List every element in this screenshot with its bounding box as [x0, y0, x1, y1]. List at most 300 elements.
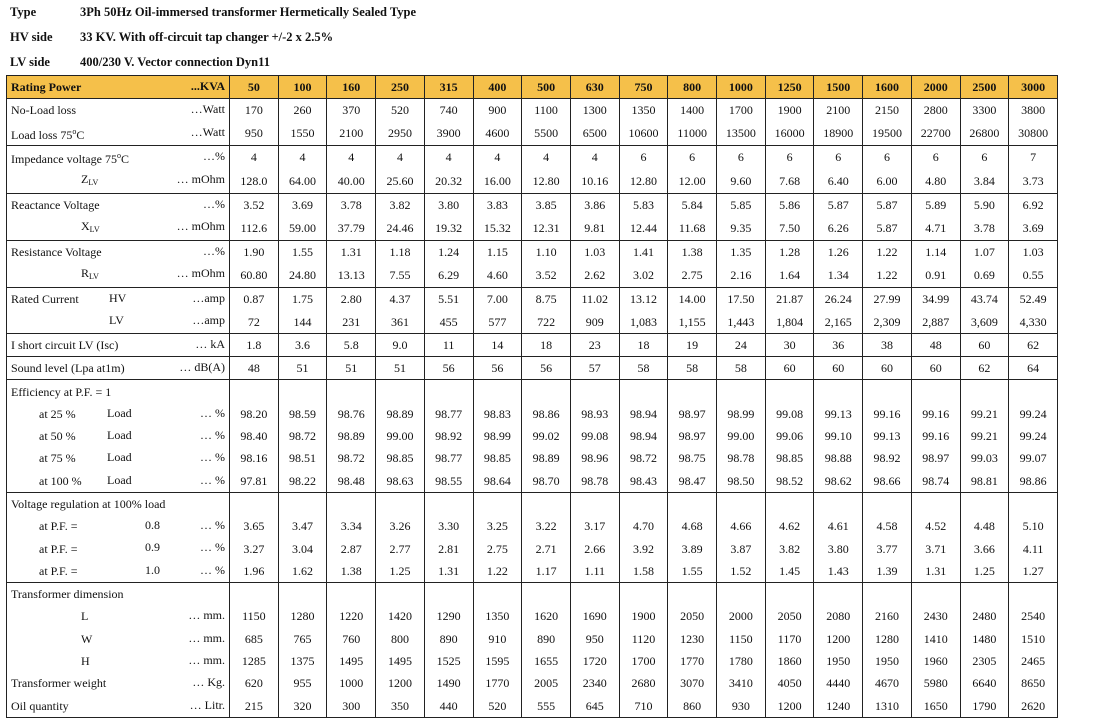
value-cell: 15.32: [473, 216, 522, 241]
value-cell: 5.86: [765, 193, 814, 216]
value-cell: 3900: [424, 122, 473, 146]
value-cell: 12.44: [619, 216, 668, 241]
kva-rating-cell: 3000: [1009, 76, 1058, 99]
value-cell: 98.16: [230, 447, 279, 469]
value-cell: 20.32: [424, 169, 473, 194]
rating-power-header-row: [7, 76, 1058, 99]
value-cell: 1.8: [230, 333, 279, 356]
value-cell: 2.87: [327, 537, 376, 559]
value-cell: 520: [473, 695, 522, 718]
value-cell: 1.25: [960, 560, 1009, 583]
value-cell: 5.90: [960, 193, 1009, 216]
value-cell: 1.24: [424, 240, 473, 263]
value-cell: 3,609: [960, 310, 1009, 333]
value-cell: 2050: [668, 605, 717, 627]
value-cell: 112.6: [230, 216, 279, 241]
value-cell: 1.52: [717, 560, 766, 583]
empty-cell: [911, 583, 960, 606]
row-label-cell: [7, 583, 230, 606]
value-cell: 3.83: [473, 193, 522, 216]
value-cell: 2100: [327, 122, 376, 146]
value-cell: 2.62: [570, 263, 619, 288]
row-label: I short circuit LV (Isc): [11, 337, 119, 352]
spec-header: [10, 0, 710, 75]
kva-rating-cell: 315: [424, 76, 473, 99]
value-cell: 12.00: [668, 169, 717, 194]
value-cell: 99.21: [960, 403, 1009, 425]
empty-cell: [570, 380, 619, 403]
value-cell: 2540: [1009, 605, 1058, 627]
empty-cell: [717, 583, 766, 606]
value-cell: 128.0: [230, 169, 279, 194]
value-cell: 1960: [911, 650, 960, 672]
value-cell: 1280: [863, 628, 912, 650]
value-cell: 98.75: [668, 447, 717, 469]
row-label-cell: [7, 333, 230, 356]
value-cell: 2800: [911, 99, 960, 122]
row-mid-label: Load: [107, 450, 132, 465]
spec-row: [7, 560, 1058, 583]
value-cell: 99.13: [863, 425, 912, 447]
value-cell: 3.71: [911, 537, 960, 559]
value-cell: 3.85: [522, 193, 571, 216]
row-unit: …amp: [192, 313, 225, 328]
value-cell: 52.49: [1009, 288, 1058, 311]
value-cell: 6: [668, 145, 717, 169]
value-cell: 3.22: [522, 515, 571, 537]
value-cell: 98.59: [278, 403, 327, 425]
value-cell: 99.00: [376, 425, 425, 447]
value-cell: 99.08: [570, 425, 619, 447]
value-cell: 1.62: [278, 560, 327, 583]
empty-cell: [863, 583, 912, 606]
value-cell: 3300: [960, 99, 1009, 122]
value-cell: 24.80: [278, 263, 327, 288]
value-cell: 99.21: [960, 425, 1009, 447]
value-cell: 7.50: [765, 216, 814, 241]
value-cell: 2430: [911, 605, 960, 627]
empty-cell: [1009, 380, 1058, 403]
value-cell: 1000: [327, 672, 376, 694]
value-cell: 99.07: [1009, 447, 1058, 469]
value-cell: 98.72: [327, 447, 376, 469]
value-cell: 950: [230, 122, 279, 146]
value-cell: 3.84: [960, 169, 1009, 194]
row-label-subscript: LV: [89, 224, 100, 234]
value-cell: 1780: [717, 650, 766, 672]
value-cell: 9.60: [717, 169, 766, 194]
value-cell: 1230: [668, 628, 717, 650]
value-cell: 3.82: [376, 193, 425, 216]
value-cell: 2160: [863, 605, 912, 627]
row-label: Z: [81, 171, 89, 186]
value-cell: 60: [814, 357, 863, 380]
value-cell: 1410: [911, 628, 960, 650]
value-cell: 12.31: [522, 216, 571, 241]
row-unit: …Watt: [190, 124, 225, 139]
value-cell: 1.43: [814, 560, 863, 583]
spec-row: [7, 605, 1058, 627]
value-cell: 27.99: [863, 288, 912, 311]
value-cell: 6: [863, 145, 912, 169]
kva-rating-cell: 2000: [911, 76, 960, 99]
value-cell: 5.84: [668, 193, 717, 216]
value-cell: 1.45: [765, 560, 814, 583]
value-cell: 2,887: [911, 310, 960, 333]
row-label-group: [11, 564, 77, 578]
value-cell: 520: [376, 99, 425, 122]
value-cell: 1120: [619, 628, 668, 650]
empty-cell: [424, 492, 473, 515]
value-cell: 98.96: [570, 447, 619, 469]
value-cell: 950: [570, 628, 619, 650]
value-cell: 48: [911, 333, 960, 356]
value-cell: 1150: [230, 605, 279, 627]
row-label: Reactance Voltage: [11, 197, 100, 212]
value-cell: 8650: [1009, 672, 1058, 694]
empty-cell: [1009, 492, 1058, 515]
value-cell: 2080: [814, 605, 863, 627]
value-cell: 1.17: [522, 560, 571, 583]
value-cell: 30800: [1009, 122, 1058, 146]
row-unit: … mOhm: [176, 218, 225, 233]
empty-cell: [230, 380, 279, 403]
row-label: W: [81, 631, 93, 646]
spec-row: [7, 240, 1058, 263]
value-cell: 98.89: [376, 403, 425, 425]
empty-cell: [814, 380, 863, 403]
value-cell: 43.74: [960, 288, 1009, 311]
empty-cell: [1009, 583, 1058, 606]
value-cell: 26.24: [814, 288, 863, 311]
value-cell: 25.60: [376, 169, 425, 194]
value-cell: 1.03: [1009, 240, 1058, 263]
value-cell: 19500: [863, 122, 912, 146]
row-label-cell: [7, 263, 230, 288]
kva-rating-cell: 500: [522, 76, 571, 99]
kva-rating-cell: 1250: [765, 76, 814, 99]
value-cell: 23: [570, 333, 619, 356]
value-cell: 2150: [863, 99, 912, 122]
row-label-cell: [7, 169, 230, 194]
value-cell: 0.55: [1009, 263, 1058, 288]
spec-row: [7, 492, 1058, 515]
value-cell: 98.50: [717, 470, 766, 493]
value-cell: 3.69: [278, 193, 327, 216]
value-cell: 760: [327, 628, 376, 650]
empty-cell: [863, 380, 912, 403]
value-cell: 1375: [278, 650, 327, 672]
value-cell: 1790: [960, 695, 1009, 718]
row-label-group: [11, 338, 118, 352]
row-unit: …amp: [192, 291, 225, 306]
row-label-group: [11, 676, 106, 690]
value-cell: 370: [327, 99, 376, 122]
rating-power-label-cell: [7, 76, 230, 99]
type-line: [10, 0, 710, 25]
value-cell: 2680: [619, 672, 668, 694]
value-cell: 2950: [376, 122, 425, 146]
value-cell: 51: [327, 357, 376, 380]
value-cell: 6.40: [814, 169, 863, 194]
value-cell: 1310: [863, 695, 912, 718]
row-unit: …%: [203, 243, 225, 258]
hv-label: HV side: [10, 30, 53, 44]
spec-row: [7, 193, 1058, 216]
value-cell: 1.39: [863, 560, 912, 583]
value-cell: 98.70: [522, 470, 571, 493]
row-label-cell: [7, 288, 230, 311]
value-cell: 6.00: [863, 169, 912, 194]
value-cell: 4: [473, 145, 522, 169]
row-label-group: [11, 609, 88, 623]
value-cell: 30: [765, 333, 814, 356]
spec-row: [7, 288, 1058, 311]
value-cell: 3.66: [960, 537, 1009, 559]
empty-cell: [863, 492, 912, 515]
value-cell: 4: [522, 145, 571, 169]
row-unit: … %: [200, 540, 225, 555]
value-cell: 1525: [424, 650, 473, 672]
empty-cell: [960, 583, 1009, 606]
row-label: Sound level (Lpa at1m): [11, 361, 125, 376]
row-label-cell: [7, 122, 230, 146]
value-cell: 48: [230, 357, 279, 380]
value-cell: 2100: [814, 99, 863, 122]
row-label-group: [11, 292, 79, 306]
value-cell: 1300: [570, 99, 619, 122]
value-cell: 34.99: [911, 288, 960, 311]
value-cell: 13.12: [619, 288, 668, 311]
value-cell: 1950: [814, 650, 863, 672]
value-cell: 0.87: [230, 288, 279, 311]
row-label: L: [81, 609, 89, 624]
value-cell: 56: [424, 357, 473, 380]
kva-rating-cell: 160: [327, 76, 376, 99]
value-cell: 1.55: [278, 240, 327, 263]
row-label-group: [11, 542, 77, 556]
value-cell: 98.43: [619, 470, 668, 493]
value-cell: 1,155: [668, 310, 717, 333]
value-cell: 58: [717, 357, 766, 380]
row-label-cell: [7, 672, 230, 694]
row-unit: … dB(A): [179, 360, 225, 375]
value-cell: 98.93: [570, 403, 619, 425]
value-cell: 3.80: [814, 537, 863, 559]
empty-cell: [668, 380, 717, 403]
empty-cell: [911, 380, 960, 403]
value-cell: 98.99: [717, 403, 766, 425]
value-cell: 4.37: [376, 288, 425, 311]
value-cell: 2340: [570, 672, 619, 694]
value-cell: 4: [327, 145, 376, 169]
value-cell: 1200: [765, 695, 814, 718]
value-cell: 98.55: [424, 470, 473, 493]
value-cell: 16000: [765, 122, 814, 146]
value-cell: 98.40: [230, 425, 279, 447]
row-label-group: [11, 451, 76, 465]
value-cell: 4.58: [863, 515, 912, 537]
value-cell: 1480: [960, 628, 1009, 650]
value-cell: 3.04: [278, 537, 327, 559]
empty-cell: [668, 492, 717, 515]
value-cell: 1.31: [424, 560, 473, 583]
row-mid-label: LV: [109, 313, 124, 328]
value-cell: 98.72: [278, 425, 327, 447]
value-cell: 1,083: [619, 310, 668, 333]
value-cell: 6500: [570, 122, 619, 146]
value-cell: 57: [570, 357, 619, 380]
empty-cell: [327, 380, 376, 403]
value-cell: 62: [960, 357, 1009, 380]
value-cell: 1.10: [522, 240, 571, 263]
empty-cell: [376, 583, 425, 606]
value-cell: 5.89: [911, 193, 960, 216]
spec-row: [7, 122, 1058, 146]
row-mid-label: Load: [107, 405, 132, 420]
value-cell: 58: [619, 357, 668, 380]
value-cell: 3.78: [327, 193, 376, 216]
value-cell: 60.80: [230, 263, 279, 288]
value-cell: 5.87: [863, 193, 912, 216]
row-label-group: [11, 407, 76, 421]
value-cell: 72: [230, 310, 279, 333]
value-cell: 0.91: [911, 263, 960, 288]
value-cell: 1860: [765, 650, 814, 672]
value-cell: 1700: [619, 650, 668, 672]
empty-cell: [619, 583, 668, 606]
spec-row: [7, 99, 1058, 122]
row-label: No-Load loss: [11, 103, 76, 118]
spec-row: [7, 515, 1058, 537]
value-cell: 13.13: [327, 263, 376, 288]
value-cell: 98.86: [522, 403, 571, 425]
value-cell: 4: [278, 145, 327, 169]
row-label: at P.F. =: [39, 519, 78, 534]
row-label-cell: [7, 470, 230, 493]
value-cell: 4.60: [473, 263, 522, 288]
value-cell: 60: [911, 357, 960, 380]
value-cell: 4,330: [1009, 310, 1058, 333]
value-cell: 1200: [376, 672, 425, 694]
value-cell: 98.47: [668, 470, 717, 493]
row-label: Efficiency at P.F. = 1: [11, 384, 112, 399]
row-label-cell: [7, 537, 230, 559]
value-cell: 4.80: [911, 169, 960, 194]
row-label: Transformer weight: [11, 676, 107, 691]
value-cell: 4.11: [1009, 537, 1058, 559]
value-cell: 4.61: [814, 515, 863, 537]
value-cell: 2465: [1009, 650, 1058, 672]
row-label-cell: [7, 145, 230, 169]
value-cell: 99.03: [960, 447, 1009, 469]
row-label: Impedance voltage 75: [11, 151, 117, 166]
value-cell: 64: [1009, 357, 1058, 380]
value-cell: 1350: [619, 99, 668, 122]
kva-rating-cell: 400: [473, 76, 522, 99]
value-cell: 1950: [863, 650, 912, 672]
value-cell: 99.06: [765, 425, 814, 447]
value-cell: 98.77: [424, 403, 473, 425]
row-label: at 75 %: [39, 451, 76, 466]
value-cell: 5.10: [1009, 515, 1058, 537]
value-cell: 1.14: [911, 240, 960, 263]
value-cell: 1900: [765, 99, 814, 122]
value-cell: 1400: [668, 99, 717, 122]
value-cell: 1.27: [1009, 560, 1058, 583]
value-cell: 18900: [814, 122, 863, 146]
value-cell: 99.16: [911, 403, 960, 425]
value-cell: 1290: [424, 605, 473, 627]
value-cell: 6: [765, 145, 814, 169]
kva-rating-cell: 250: [376, 76, 425, 99]
value-cell: 1.90: [230, 240, 279, 263]
value-cell: 11.68: [668, 216, 717, 241]
value-cell: 98.94: [619, 403, 668, 425]
value-cell: 3410: [717, 672, 766, 694]
value-cell: 1.41: [619, 240, 668, 263]
empty-cell: [278, 380, 327, 403]
value-cell: 722: [522, 310, 571, 333]
row-label-cell: [7, 492, 230, 515]
value-cell: 1.03: [570, 240, 619, 263]
value-cell: 98.85: [765, 447, 814, 469]
value-cell: 98.89: [522, 447, 571, 469]
value-cell: 1.28: [765, 240, 814, 263]
empty-cell: [278, 583, 327, 606]
value-cell: 98.22: [278, 470, 327, 493]
value-cell: 1655: [522, 650, 571, 672]
value-cell: 98.92: [424, 425, 473, 447]
row-label: at 50 %: [39, 429, 76, 444]
value-cell: 97.81: [230, 470, 279, 493]
value-cell: 890: [424, 628, 473, 650]
value-cell: 2005: [522, 672, 571, 694]
value-cell: 1700: [717, 99, 766, 122]
value-cell: 1.22: [863, 263, 912, 288]
value-cell: 3.92: [619, 537, 668, 559]
kva-rating-cell: 750: [619, 76, 668, 99]
value-cell: 1.35: [717, 240, 766, 263]
value-cell: 440: [424, 695, 473, 718]
value-cell: 37.79: [327, 216, 376, 241]
value-cell: 3.78: [960, 216, 1009, 241]
value-cell: 3.73: [1009, 169, 1058, 194]
value-cell: 455: [424, 310, 473, 333]
kva-rating-cell: 800: [668, 76, 717, 99]
value-cell: 3800: [1009, 99, 1058, 122]
value-cell: 1900: [619, 605, 668, 627]
value-cell: 900: [473, 99, 522, 122]
value-cell: 98.88: [814, 447, 863, 469]
value-cell: 56: [522, 357, 571, 380]
value-cell: 1.38: [327, 560, 376, 583]
rating-power-label: Rating Power: [11, 80, 82, 95]
value-cell: 1550: [278, 122, 327, 146]
value-cell: 2620: [1009, 695, 1058, 718]
value-cell: 260: [278, 99, 327, 122]
value-cell: 2050: [765, 605, 814, 627]
spec-row: [7, 672, 1058, 694]
value-cell: 1.26: [814, 240, 863, 263]
kva-rating-cell: 1000: [717, 76, 766, 99]
row-label-group: [11, 497, 165, 511]
value-cell: 4600: [473, 122, 522, 146]
value-cell: 99.10: [814, 425, 863, 447]
value-cell: 98.52: [765, 470, 814, 493]
value-cell: 740: [424, 99, 473, 122]
value-cell: 98.74: [911, 470, 960, 493]
